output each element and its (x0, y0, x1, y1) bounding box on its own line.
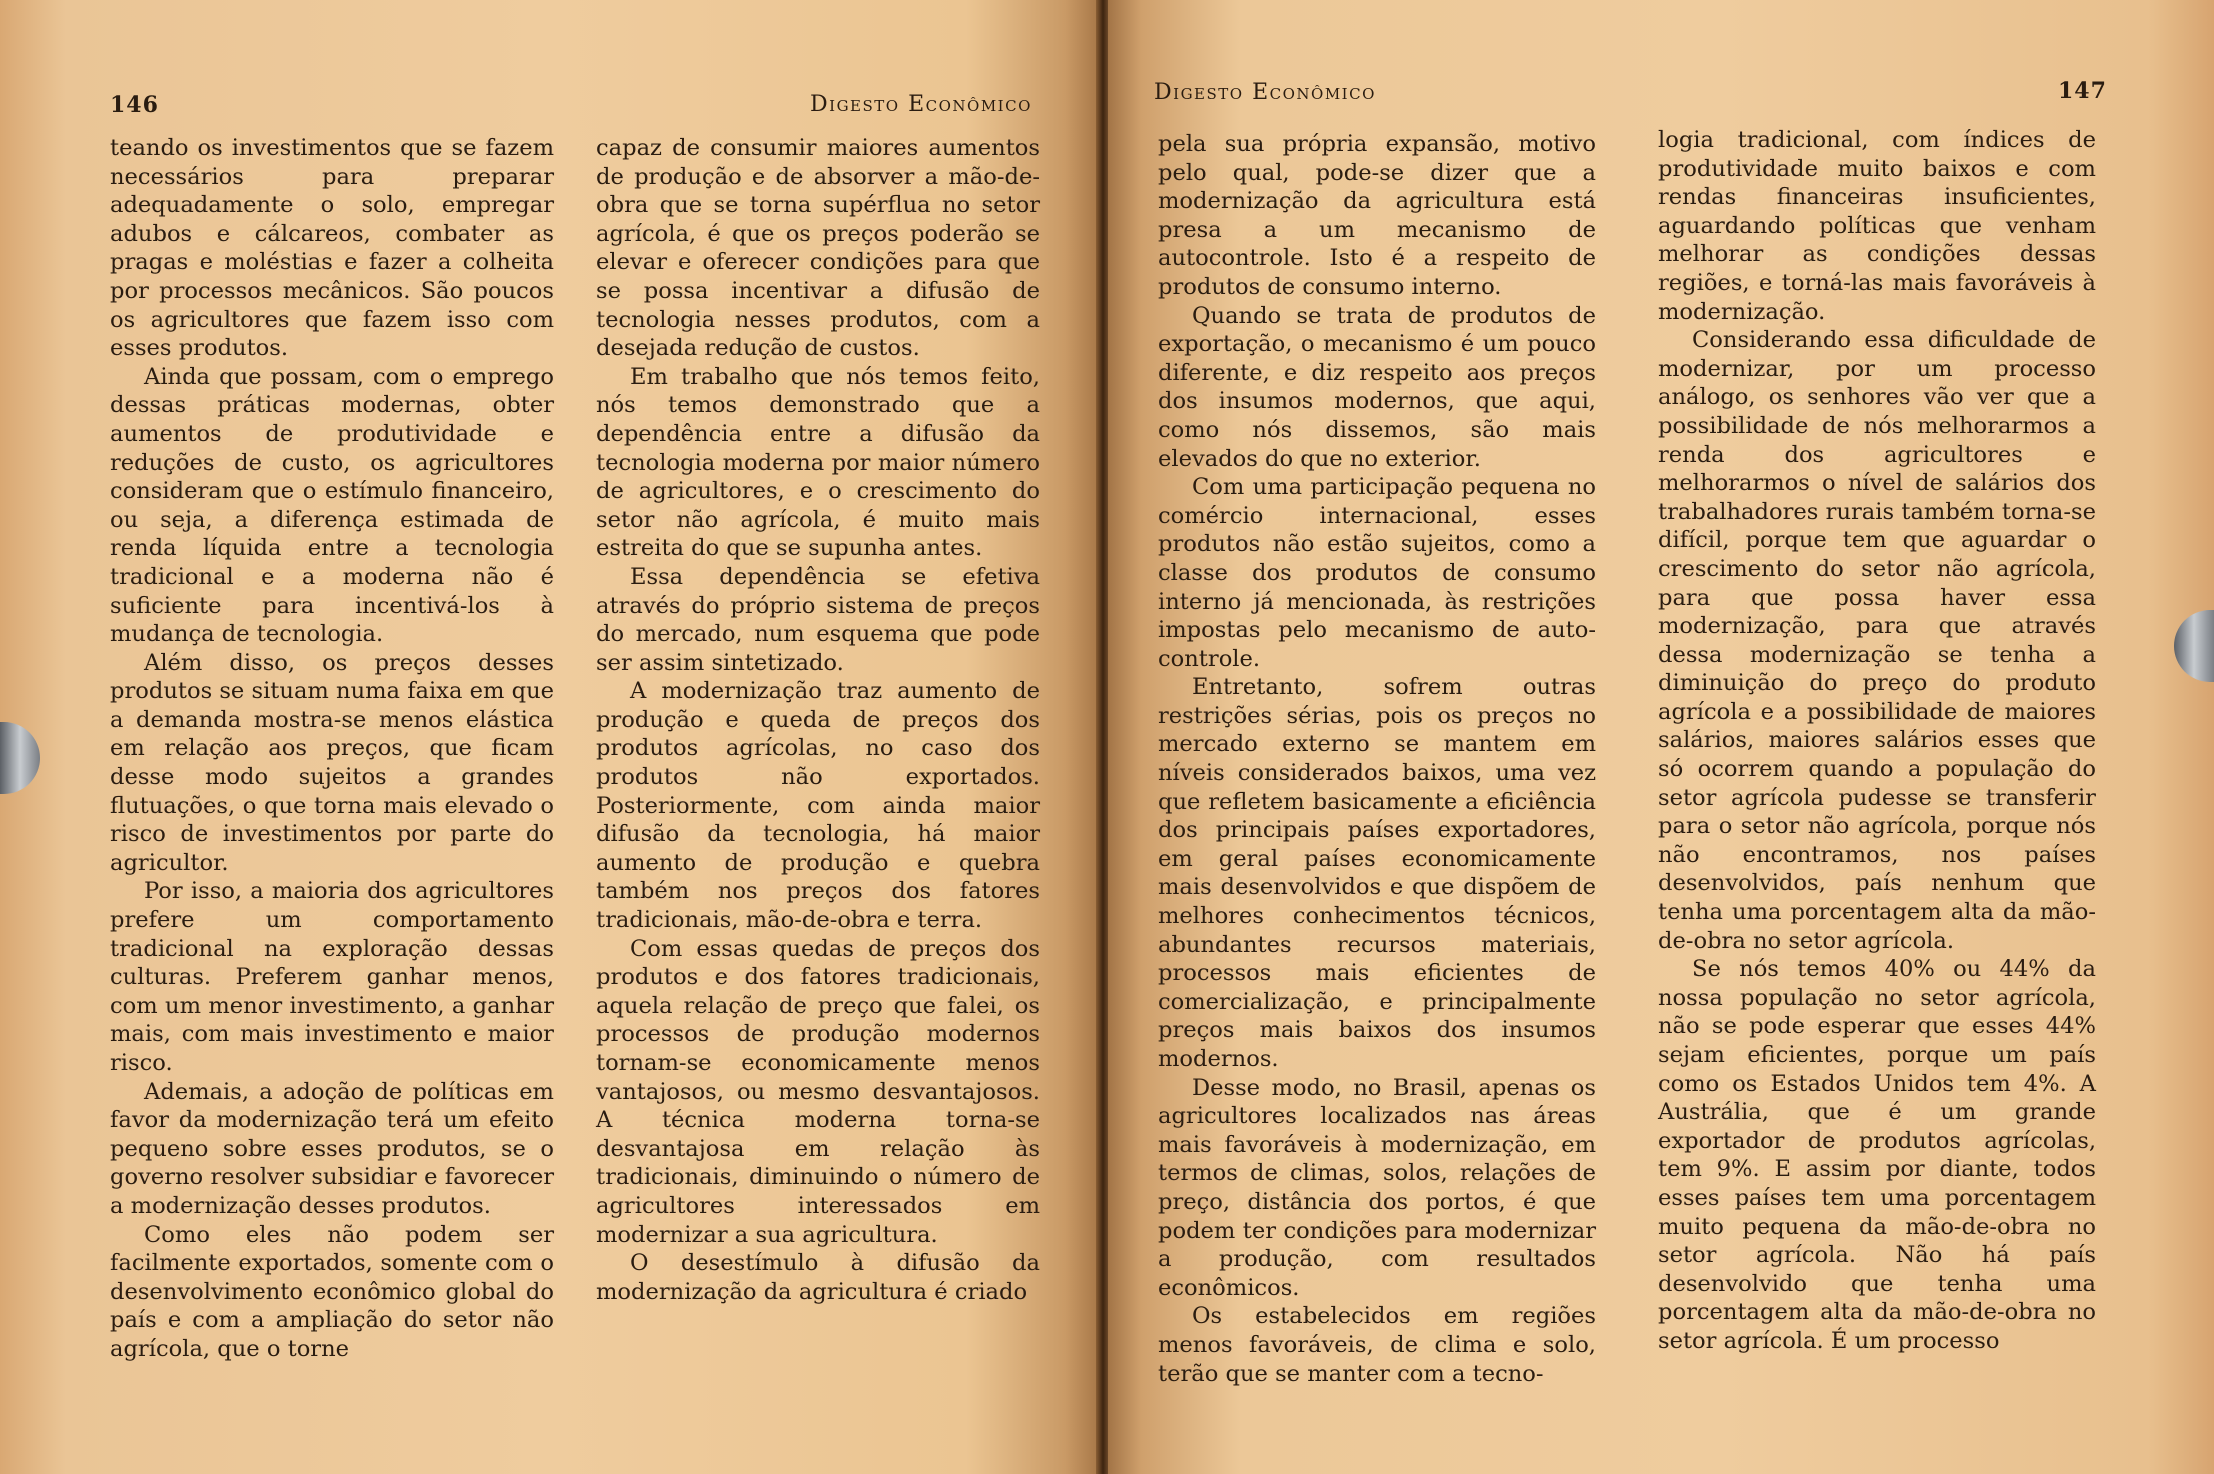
running-head-left: Digesto Econômico (810, 92, 1032, 117)
running-head-right: Digesto Econômico (1154, 80, 1376, 105)
page-number-left: 146 (110, 92, 159, 118)
paragraph: O desestímulo à difusão da modernização da agricultura é criado (596, 1250, 1040, 1305)
paragraph: Com uma participação pequena no comércio internacional, esses produtos não estão sujeitos, como a classe dos produtos de consumo interno já mencionada, às restrições impostas pelo mecanismo de auto-controle. (1158, 474, 1596, 672)
paragraph: Desse modo, no Brasil, apenas os agricultores localizados nas áreas mais favoráveis à modernização, em termos de climas, solos, relações de preço, distância dos portos, é que podem ter condições para modernizar a produção, com resultados econômicos. (1158, 1074, 1596, 1301)
paragraph: logia tradicional, com índices de produtividade muito baixos e com rendas financeiras insuficientes, aguardando políticas que venham melhorar as condições dessas regiões, e torná-las mais favoráveis à modernização. (1658, 127, 2096, 325)
paragraph: Em trabalho que nós temos feito, nós temos demonstrado que a dependência entre a difusão da tecnologia moderna por maior número de agricultores, e o crescimento do setor não agrícola, é muito mais estreita do que se supunha antes. (596, 363, 1040, 562)
left-column-2 (596, 134, 1040, 1306)
paragraph: Essa dependência se efetiva através do próprio sistema de preços do mercado, num esquema que pode ser assim sintetizado. (596, 563, 1040, 676)
paragraph: Se nós temos 40% ou 44% da nossa população no setor agrícola, não se pode esperar que esses 44% sejam eficientes, porque um país como os Estados Unidos tem 4%. A Austrália, que é um grande exportador de produtos agrícolas, tem 9%. E assim por diante, todos esses países tem uma porcentagem muito pequena da mão-de-obra no setor agrícola. Não há país desenvolvido que tenha uma porcentagem alta da mão-de-obra no setor agrícola. É um processo (1658, 956, 2096, 1354)
right-column-1 (1158, 130, 1596, 1388)
binder-clip-right (2174, 610, 2214, 682)
paragraph: Quando se trata de produtos de exportação, o mecanismo é um pouco diferente, e diz respeito aos preços dos insumos modernos, que aqui, como nós dissemos, são mais elevados do que no exterior. (1158, 302, 1596, 472)
paragraph: pela sua própria expansão, motivo pelo qual, pode-se dizer que a modernização da agricultura está presa a um mecanismo de autocontrole. Isto é a respeito de produtos de consumo interno. (1158, 131, 1596, 300)
paragraph: A modernização traz aumento de produção e queda de preços dos produtos agrícolas, no caso dos produtos não exportados. Posteriormente, com ainda maior difusão da tecnologia, há maior aumento de produção e quebra também nos preços dos fatores tradicionais, mão-de-obra e terra. (596, 678, 1040, 934)
paragraph: teando os investimentos que se fazem necessários para preparar adequadamente o solo, empregar adubos e cálcareos, combater as pragas e moléstias e fazer a colheita por processos mecânicos. São poucos os agricultores que fazem isso com esses produtos. (110, 135, 554, 362)
paragraph: Entretanto, sofrem outras restrições sérias, pois os preços no mercado externo se mantem em níveis considerados baixos, uma vez que refletem basicamente a eficiência dos principais países exportadores, em geral países economicamente mais desenvolvidos e que dispõem de melhores conhecimentos técnicos, abundantes recursos materiais, processos mais eficientes de comercialização, e principalmente preços mais baixos dos insumos modernos. (1158, 674, 1596, 1072)
paragraph: Por isso, a maioria dos agricultores prefere um comportamento tradicional na exploração dessas culturas. Preferem ganhar menos, com um menor investimento, a ganhar mais, com mais investimento e maior risco. (110, 878, 554, 1076)
paragraph: Com essas quedas de preços dos produtos e dos fatores tradicionais, aquela relação de preço que falei, os processos de produção modernos tornam-se economicamente menos vantajosos, ou mesmo desvantajosos. A técnica moderna torna-se desvantajosa em relação às tradicionais, diminuindo o número de agricultores interessados em modernizar a sua agricultura. (596, 935, 1040, 1248)
paragraph: Considerando essa dificuldade de modernizar, por um processo análogo, os senhores vão ver que a possibilidade de nós melhorarmos a renda dos agricultores e melhorarmos o nível de salários dos trabalhadores rurais também torna-se difícil, porque tem que aguardar o crescimento do setor não agrícola, para que possa haver essa modernização, para que através dessa modernização se tenha a diminuição do preço do produto agrícola e a possibilidade de maiores salários, maiores salários esses que só ocorrem quando a população do setor agrícola pudesse se transferir para o setor não agrícola, porque nós não encontramos, nos países desenvolvidos, país nenhum que tenha uma porcentagem alta da mão-de-obra no setor agrícola. (1658, 327, 2096, 954)
left-column-1 (110, 134, 554, 1364)
paragraph: capaz de consumir maiores aumentos de produção e de absorver a mão-de-obra que se torna supérflua no setor agrícola, é que os preços poderão se elevar e oferecer condições para que se possa incentivar a difusão de tecnologia nesses produtos, com a desejada redução de custos. (596, 135, 1040, 362)
paragraph: Como eles não podem ser facilmente exportados, somente com o desenvolvimento econômico global do país e com a ampliação do setor não agrícola, que o torne (110, 1221, 554, 1362)
right-page (1108, 0, 2214, 1474)
left-page (0, 0, 1098, 1474)
page-number-right: 147 (2058, 78, 2107, 104)
paragraph: Ainda que possam, com o emprego dessas práticas modernas, obter aumentos de produtividade e reduções de custo, os agricultores consideram que o estímulo financeiro, ou seja, a diferença estimada de renda líquida entre a tecnologia tradicional e a moderna não é suficiente para incentivá-los à mudança de tecnologia. (110, 363, 554, 648)
right-column-2 (1658, 126, 2096, 1356)
paragraph: Além disso, os preços desses produtos se situam numa faixa em que a demanda mostra-se menos elástica em relação aos preços, que ficam desse modo sujeitos a grandes flutuações, o que torna mais elevado o risco de investimentos por parte do agricultor. (110, 649, 555, 876)
binder-clip-left (0, 722, 40, 794)
paragraph: Ademais, a adoção de políticas em favor da modernização terá um efeito pequeno sobre esses produtos, se o governo resolver subsidiar e favorecer a modernização desses produtos. (110, 1078, 554, 1219)
paragraph: Os estabelecidos em regiões menos favoráveis, de clima e solo, terão que se manter com a tecno- (1158, 1303, 1596, 1387)
